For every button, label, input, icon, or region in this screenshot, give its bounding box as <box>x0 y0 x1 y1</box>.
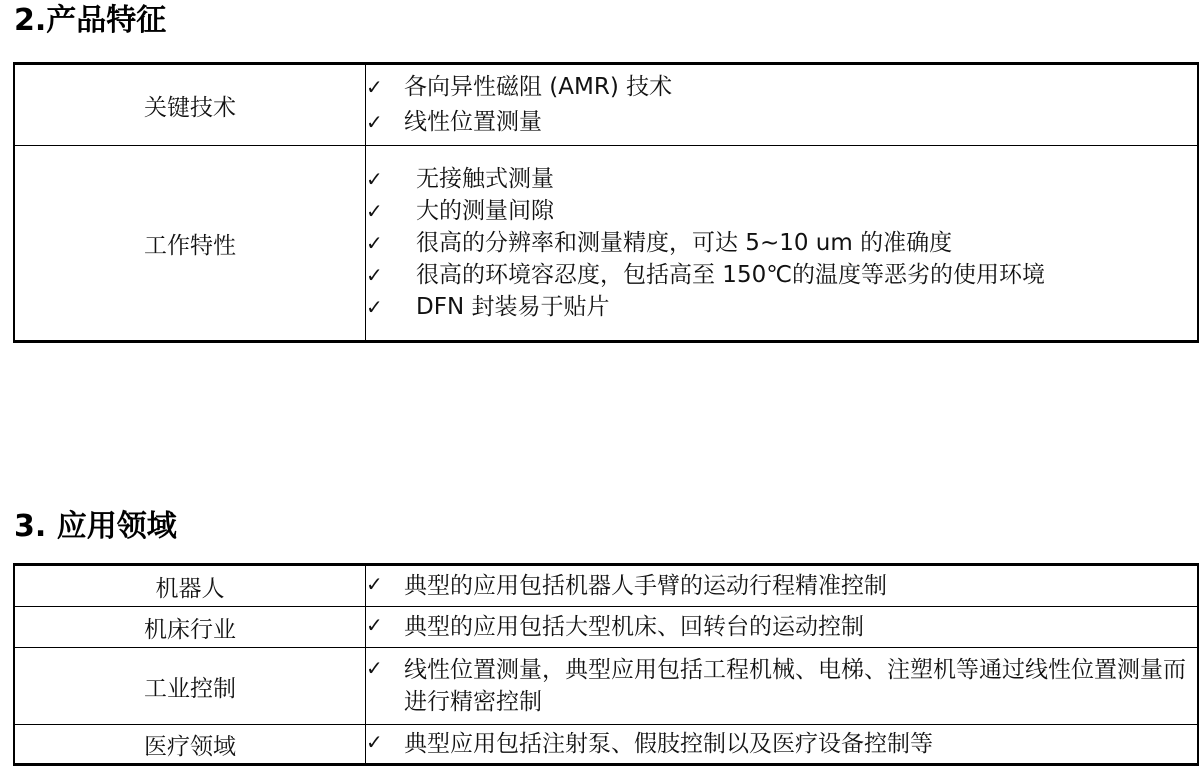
list-item-text: 很高的分辨率和测量精度，可达 5~10 um 的准确度 <box>416 229 953 256</box>
row-label: 工业控制 <box>14 648 366 725</box>
list-item <box>366 229 1197 257</box>
check-icon: ✓ <box>366 294 383 319</box>
check-icon: ✓ <box>366 656 383 680</box>
table-row <box>14 648 1198 725</box>
row-content <box>366 648 1199 725</box>
list-item-text: DFN 封装易于贴片 <box>416 293 610 320</box>
list-item <box>366 570 1197 602</box>
check-icon: ✓ <box>366 613 383 637</box>
check-icon: ✓ <box>366 166 383 191</box>
check-icon: ✓ <box>366 230 383 255</box>
row-content <box>366 565 1199 607</box>
list-item <box>366 728 1197 760</box>
table-row <box>14 64 1198 146</box>
list-item-text: 大的测量间隙 <box>416 197 554 224</box>
row-label: 工作特性 <box>14 146 366 342</box>
row-label: 医疗领域 <box>14 725 366 765</box>
table-row <box>14 607 1198 648</box>
list-item-text: 典型的应用包括机器人手臂的运动行程精准控制 <box>404 573 887 599</box>
check-icon: ✓ <box>366 75 383 99</box>
list-item <box>366 654 1197 718</box>
section-title-applications: 3. 应用领域 <box>14 509 177 544</box>
row-content <box>366 146 1199 342</box>
table-row <box>14 565 1198 607</box>
list-item <box>366 165 1197 193</box>
row-content <box>366 725 1199 765</box>
features-table <box>13 62 1199 343</box>
row-content <box>366 607 1199 648</box>
list-item <box>366 108 1197 136</box>
check-icon: ✓ <box>366 110 383 134</box>
row-label: 机器人 <box>14 565 366 607</box>
check-icon: ✓ <box>366 262 383 287</box>
list-item-text: 典型应用包括注射泵、假肢控制以及医疗设备控制等 <box>404 731 933 757</box>
table-row <box>14 146 1198 342</box>
list-item-text: 各向异性磁阻 (AMR) 技术 <box>404 74 673 100</box>
check-icon: ✓ <box>366 198 383 223</box>
list-item-text: 无接触式测量 <box>416 165 554 192</box>
list-item <box>366 611 1197 643</box>
list-item <box>366 197 1197 225</box>
check-icon: ✓ <box>366 730 383 754</box>
row-content <box>366 64 1199 146</box>
row-label: 关键技术 <box>14 64 366 146</box>
list-item-text: 典型的应用包括大型机床、回转台的运动控制 <box>404 614 864 640</box>
list-item-text: 线性位置测量 <box>404 109 542 135</box>
list-item <box>366 293 1197 321</box>
check-icon: ✓ <box>366 572 383 596</box>
applications-table <box>13 563 1199 766</box>
list-item <box>366 261 1197 289</box>
list-item-text: 很高的环境容忍度，包括高至 150℃的温度等恶劣的使用环境 <box>416 261 1046 288</box>
table-row <box>14 725 1198 765</box>
row-label: 机床行业 <box>14 607 366 648</box>
list-item <box>366 73 1197 101</box>
section-title-features: 2.产品特征 <box>14 3 167 38</box>
list-item-text: 线性位置测量，典型应用包括工程机械、电梯、注塑机等通过线性位置测量而进行精密控制 <box>404 657 1186 715</box>
